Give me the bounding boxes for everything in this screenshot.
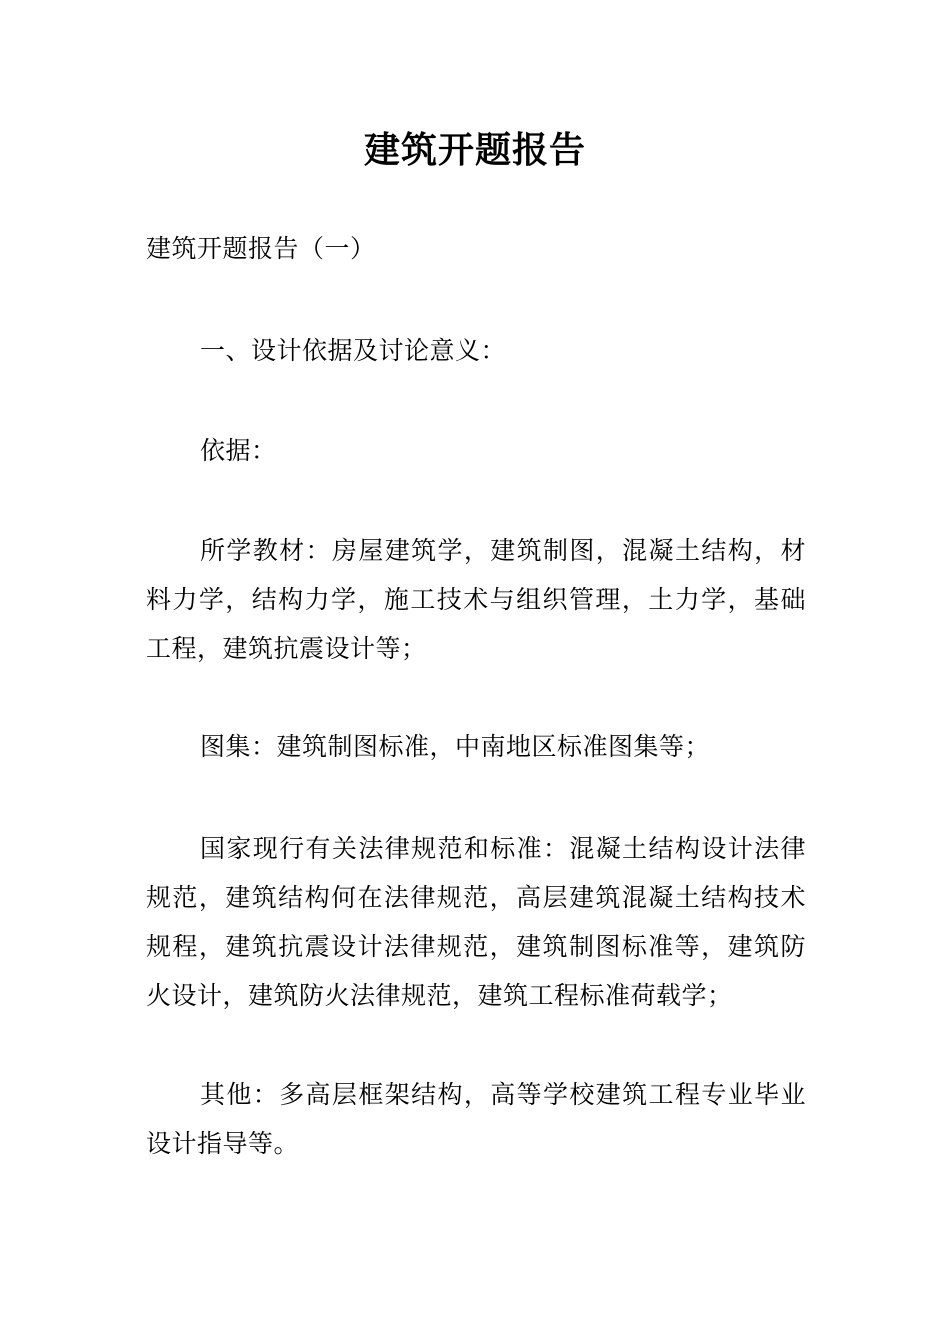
paragraph-other: 其他：多高层框架结构，高等学校建筑工程专业毕业设计指导等。: [146, 1080, 806, 1158]
report-subtitle: 建筑开题报告（一）: [146, 234, 376, 263]
document-title: 建筑开题报告: [363, 130, 586, 171]
paragraph-textbooks: 所学教材：房屋建筑学，建筑制图，混凝土结构，材料力学，结构力学，施工技术与组织管理，土力学，基础工程，建筑抗震设计等；: [146, 536, 806, 663]
paragraph-atlas: 图集：建筑制图标准，中南地区标准图集等；: [200, 732, 711, 761]
paragraph-codes: 国家现行有关法律规范和标准：混凝土结构设计法律规范，建筑结构何在法律规范，高层建筑混凝土结构技术规程，建筑抗震设计法律规范，建筑制图标准等，建筑防火设计，建筑防火法律规范，建筑工程标准荷载学；: [146, 834, 806, 1010]
basis-label: 依据：: [200, 436, 277, 465]
section-heading: 一、设计依据及讨论意义：: [200, 336, 507, 365]
